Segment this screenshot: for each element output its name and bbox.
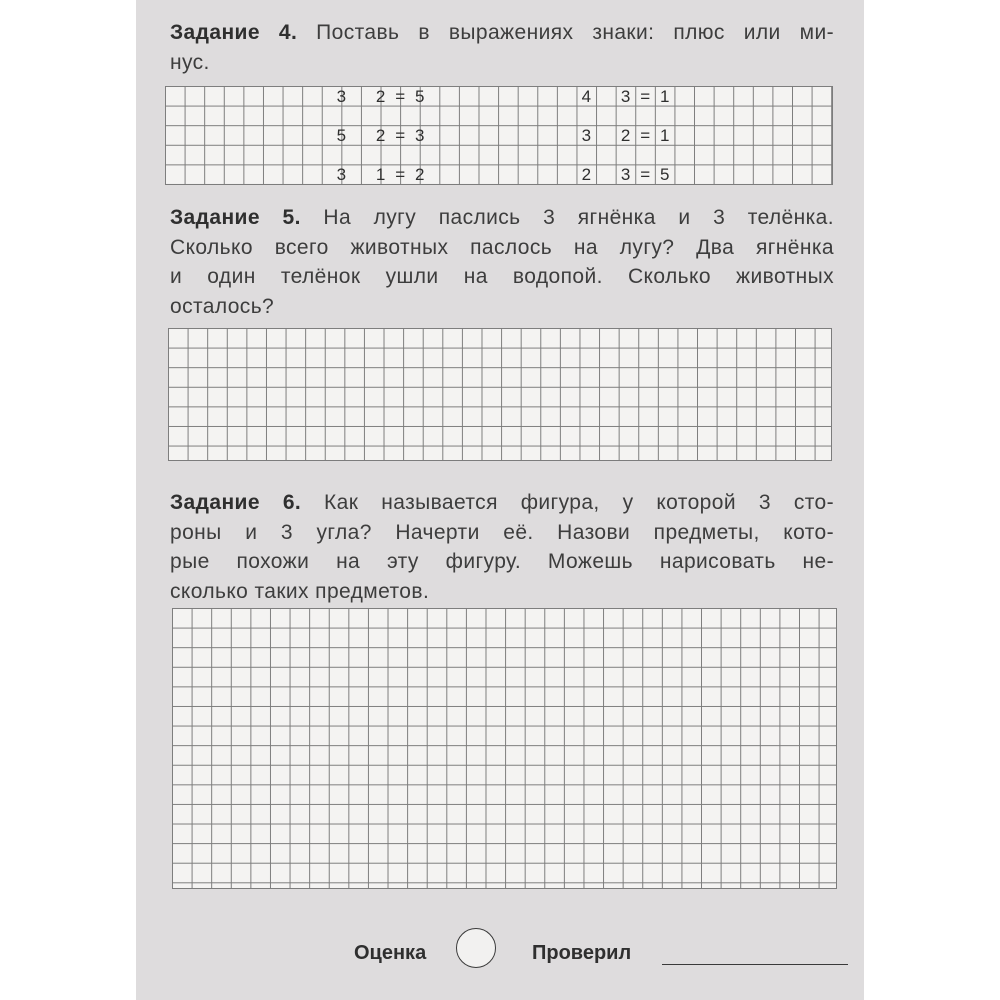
equals-sign: = — [640, 87, 651, 106]
checked-by-label: Проверил — [532, 942, 632, 964]
grade-circle[interactable] — [456, 928, 496, 968]
task-6-drawing-grid[interactable] — [172, 608, 837, 889]
task-4-text — [170, 18, 834, 77]
task-5-line-1: На лугу паслись 3 ягнёнка и 3 телёнка. — [323, 206, 834, 229]
operand-a: 3 — [336, 87, 347, 106]
task-6-text — [170, 488, 834, 606]
task-5-label: Задание 5. — [170, 206, 301, 229]
operand-b: 2 — [375, 87, 386, 106]
task-6-line-4: сколько таких предметов. — [170, 579, 430, 603]
result: 5 — [415, 87, 425, 106]
task-4-answer-grid[interactable] — [165, 86, 833, 185]
operand-a: 5 — [336, 126, 347, 146]
expression-row-1-left — [332, 86, 430, 106]
operand-b: 2 — [375, 126, 386, 146]
result: 1 — [660, 87, 670, 106]
task-5-line-4: осталось? — [170, 294, 275, 318]
operand-a: 3 — [581, 126, 592, 146]
result: 3 — [415, 126, 425, 146]
signature-line[interactable] — [662, 964, 848, 965]
task-4-line-1: Поставь в выражениях знаки: плюс или ми- — [316, 21, 834, 44]
equals-sign: = — [640, 126, 651, 146]
task-5-text — [170, 203, 834, 321]
task-6-line-2: роны и 3 угла? Начерти её. Назови предметы, кото- — [170, 520, 834, 544]
result: 1 — [660, 126, 670, 146]
operand-a: 2 — [581, 165, 592, 185]
expression-row-3-right — [577, 164, 675, 184]
task-5-answer-grid[interactable] — [168, 328, 832, 461]
task-4-line-2: нус. — [170, 50, 210, 74]
sign-blank[interactable] — [351, 125, 371, 145]
equals-sign: = — [395, 126, 406, 146]
task-4-label: Задание 4. — [170, 21, 298, 44]
task-6-line-1: Как называется фигура, у которой 3 сто- — [324, 491, 834, 514]
task-6-label: Задание 6. — [170, 491, 302, 514]
operand-b: 3 — [620, 87, 631, 106]
sign-blank[interactable] — [596, 86, 616, 106]
result: 5 — [660, 165, 670, 185]
equals-sign: = — [395, 87, 406, 106]
sign-blank[interactable] — [596, 125, 616, 145]
sign-blank[interactable] — [351, 86, 371, 106]
expression-row-3-left — [332, 164, 430, 184]
task-6-line-3: рые похожи на эту фигуру. Можешь нарисовать не- — [170, 550, 834, 573]
grading-footer — [136, 928, 864, 972]
operand-a: 4 — [581, 87, 592, 106]
task-5-line-2: Сколько всего животных паслось на лугу? Два ягнёнка — [170, 235, 834, 259]
sign-blank[interactable] — [351, 164, 371, 184]
expression-row-2-right — [577, 125, 675, 145]
operand-b: 1 — [375, 165, 386, 185]
grade-label: Оценка — [354, 942, 427, 964]
workbook-page — [136, 0, 864, 1000]
operand-a: 3 — [336, 165, 347, 185]
result: 2 — [415, 165, 425, 185]
equals-sign: = — [395, 165, 406, 185]
expression-row-2-left — [332, 125, 430, 145]
equals-sign: = — [640, 165, 651, 185]
sign-blank[interactable] — [596, 164, 616, 184]
task-5-line-3: и один телёнок ушли на водопой. Сколько животных — [170, 265, 834, 288]
operand-b: 2 — [620, 126, 631, 146]
expression-row-1-right — [577, 86, 675, 106]
operand-b: 3 — [620, 165, 631, 185]
